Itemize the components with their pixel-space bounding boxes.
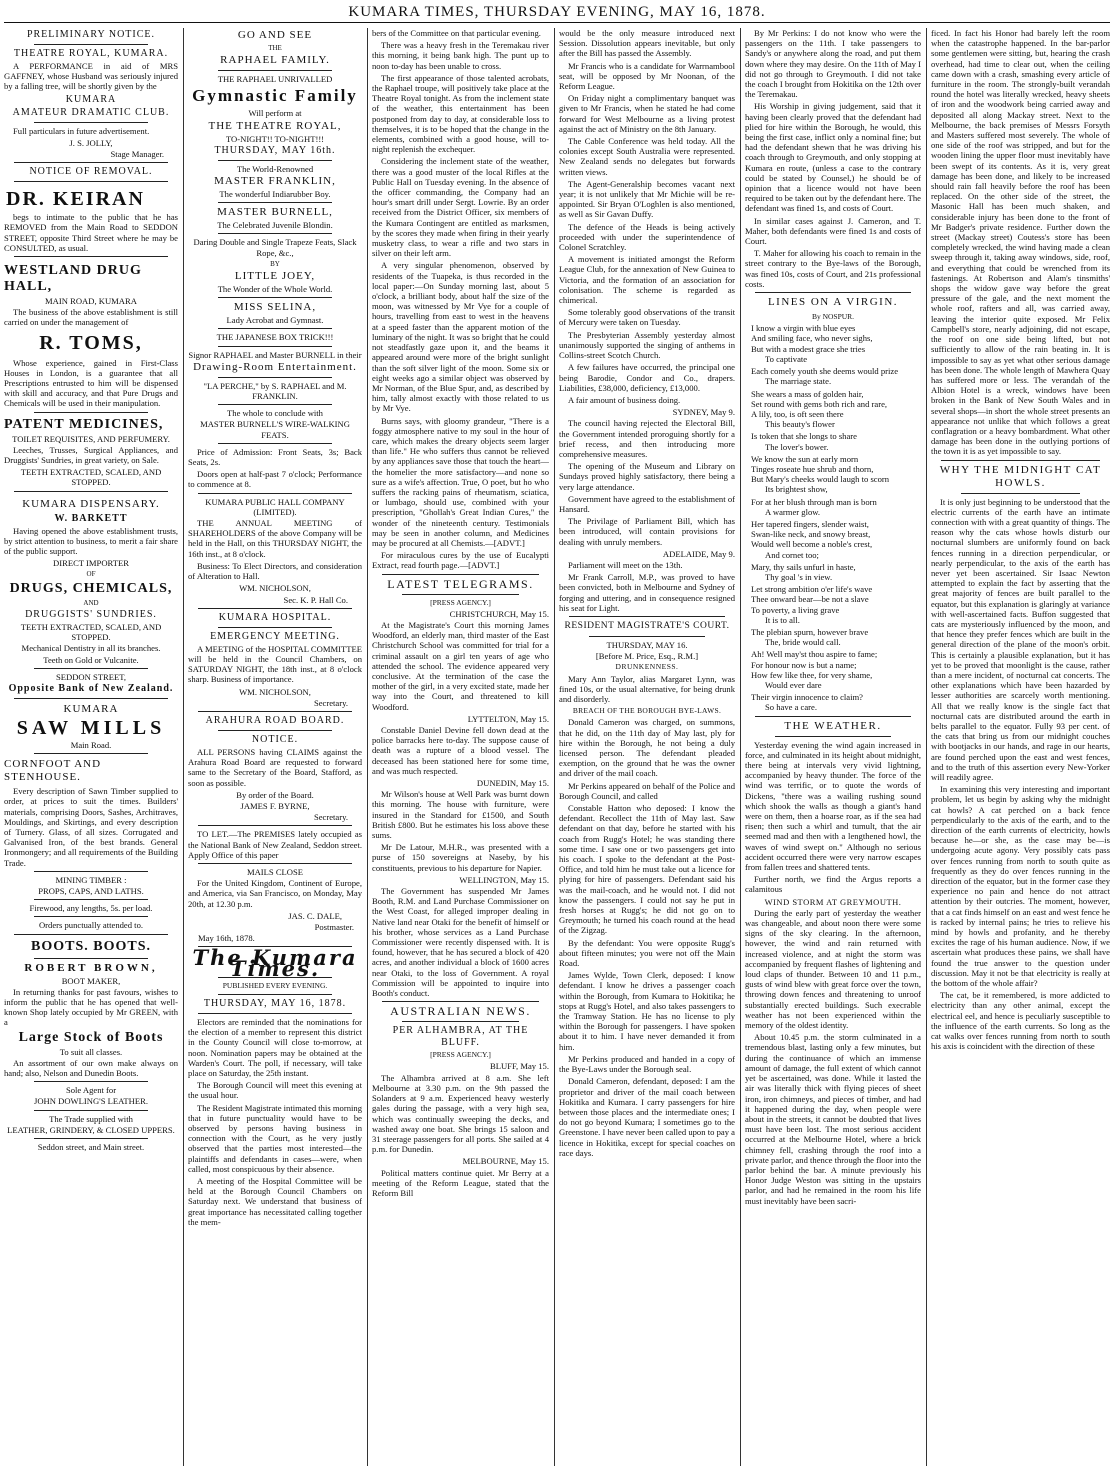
divider: [382, 1001, 539, 1002]
ad-line: Main Road.: [70, 739, 112, 750]
poem-line: I know a virgin with blue eyes: [751, 323, 856, 334]
divider: [198, 608, 352, 609]
ad-line: Mechanical Dentistry in all its branches.: [21, 643, 161, 654]
poem-line: How few like thee, for very shame,: [751, 669, 873, 680]
divider: [34, 122, 148, 123]
ad-line: DRUGGISTS' SUNDRIES.: [25, 608, 157, 620]
ad-heading: PRELIMINARY NOTICE.: [26, 29, 156, 40]
ad-line: Teeth on Gold or Vulcanite.: [43, 654, 139, 665]
divider: [34, 871, 148, 872]
divider: [218, 346, 332, 347]
divider: [218, 730, 332, 731]
ad-text: Doors open at half-past 7 o'clock; Performance to commence at 8.: [188, 469, 362, 490]
poem: [745, 323, 921, 712]
date-line: May 16th, 1878.: [198, 933, 255, 944]
ad-line: DIRECT IMPORTER: [53, 558, 129, 569]
signature: WM. NICHOLSON,: [239, 686, 311, 697]
ad-text: THE ANNUAL MEETING of SHAREHOLDERS of the above Company will be held in the Hall, on this THURSDAY NIGHT, the 16th inst., at 8 o'clock.: [188, 518, 362, 559]
ad-text: Business: To Elect Directors, and consideration of Alteration to Hall.: [188, 560, 362, 582]
section-heading: LATEST TELEGRAMS.: [387, 576, 534, 591]
ad-title: PATENT MEDICINES,: [4, 416, 164, 432]
divider: [218, 328, 332, 329]
column-1: [4, 28, 178, 1464]
ad-text: Having opened the above establishment trusts, by strict attention to business, to merit a fair share of the public support.: [4, 525, 178, 557]
sub-heading: [Before M. Price, Esq., R.M.]: [595, 651, 699, 662]
news-paragraph: Mr Frank Carroll, M.P., was proved to have been convicted, both in Melbourne and Sydney of forging and uttering, and in consequence resigned his seat for Light.: [559, 572, 735, 613]
ad-title: MASTER FRANKLIN,: [214, 175, 336, 188]
divider: [218, 404, 332, 405]
paper-date: THURSDAY, MAY 16, 1878.: [203, 997, 347, 1009]
ad-line: AMATEUR DRAMATIC CLUB.: [12, 106, 170, 118]
poem-line: But with a modest grace she tries: [751, 343, 866, 354]
poem-line: Each comely youth she deems would prize: [751, 366, 899, 377]
divider: [961, 493, 1080, 494]
ad-line: OF: [86, 570, 96, 579]
divider: [218, 627, 332, 628]
poem-line: It is to all.: [765, 614, 800, 625]
news-paragraph: His Worship in giving judgement, said that it having been clearly proved that the defendant had plied for hire within the Borough, he would, this being the first case, inflict only a nominal fine; but had the defendant shewn that he was driving his coach through to Greymouth, and only stopping at Kumara en route, (unless a case to the contrary could be stated by Counsel,) he should be of opinion that a licence would not have been required to be taken out by the defendant here. The defendant was fined 1s, and costs of Court.: [745, 101, 921, 214]
poem-line: Thy goal 's in view.: [765, 571, 833, 582]
ad-line: GO AND SEE: [237, 29, 313, 41]
divider: [218, 443, 332, 444]
divider: [14, 491, 168, 492]
news-paragraph: During the early part of yesterday the weather was changeable, and about noon there were some signs of the sky clearing. In the afternoon, however, the wind and rain returned with increased violence, and at night the storm was accompanied by frequent flashes of lightening and loud claps of thunder. Between 10 and 11 p.m., gusts of wind blew with great force over the town, throwing down fences and threatening to unroof substantially erected buildings. Such execrable weather has not been experienced within the memory of the oldest identity.: [745, 907, 921, 1031]
ad-line: THE JAPANESE BOX TRICK!!!: [216, 332, 334, 343]
ad-line: SEDDON STREET,: [55, 671, 127, 682]
masthead-rule: [4, 22, 1110, 23]
dateline: THURSDAY, MAY 16.: [606, 639, 688, 650]
ad-text: Full particulars in future advertisement.: [13, 125, 150, 136]
dateline: MELBOURNE, May 15.: [462, 1156, 549, 1167]
sub-heading: WIND STORM AT GREYMOUTH.: [764, 896, 902, 907]
ad-line: MASTER BURNELL'S WIRE-WALKING FEATS.: [200, 419, 350, 440]
poem-line: Her tapered fingers, slender waist,: [751, 518, 869, 529]
news-paragraph: On Friday night a complimentary banquet was given to Mr Francis, when he stated he had come forward for West Melbourne as a living protest against the act of Ministry on the 8th January.: [559, 93, 735, 134]
signature: J. S. JOLLY,: [69, 137, 113, 148]
divider: [775, 736, 891, 737]
sub-heading: DRUNKENNESS.: [615, 662, 679, 672]
ad-line: BY: [270, 259, 280, 268]
ad-line: PROPS, CAPS, AND LATHS.: [38, 885, 144, 896]
section-heading: LINES ON A VIRGIN.: [767, 296, 899, 309]
ad-line: Firewood, any lengths, 5s. per load.: [29, 903, 153, 914]
poem-line: But Mary's cheeks would laugh to scorn: [751, 474, 890, 485]
news-paragraph: For miraculous cures by the use of Eucalypti Extract, read fourth page.—[ADVT.]: [372, 550, 549, 571]
ad-text: Price of Admission: Front Seats, 3s; Back Seats, 2s.: [188, 446, 362, 468]
paper-subtitle: PUBLISHED EVERY EVENING.: [222, 980, 328, 990]
column-rule: [740, 28, 741, 1466]
ad-title: ROBERT BROWN,: [24, 961, 158, 974]
news-paragraph: The Borough Council will meet this evening at the usual hour.: [188, 1080, 362, 1101]
news-paragraph: Donald Cameron was charged, on summons, that he did, on the 11th day of May last, ply for hire within the Borough, he not being a duly licensed person. The defendant pleaded exemption, on the ground that he was the owner and driver of the mail coach.: [559, 717, 735, 779]
ad-line: AND: [83, 598, 99, 607]
news-paragraph: The Presbyterian Assembly yesterday almost unanimously supported the singing of anthems in Collins-street Scotch Church.: [559, 329, 735, 361]
news-paragraph: Considering the inclement state of the weather, there was a good muster of the local Rifles at the Public Hall on Tuesday evening. In the absence of the officer commanding, the Company had an hour's smart drill under Sergt. Lowrie. By an order received from the District Officer, six members of the Kumara Contingent are entitled as marksmen, by the scores they made when firing in their yearly musketry class, to wear a rifle and two stars in silver on their left arm.: [372, 156, 549, 259]
divider: [941, 460, 1100, 461]
divider: [198, 825, 352, 826]
poem-line: Its brightest show,: [765, 484, 828, 495]
news-paragraph: The council having rejected the Electoral Bill, the Government intended proroguing shortly for a brief recess, and then introducing more comprehensive measures.: [559, 418, 735, 459]
poem-line: Would well become a noble's crest,: [751, 539, 873, 550]
paper-title: The Kumara Times.: [192, 945, 358, 981]
news-paragraph: The Government has suspended Mr James Booth, R.M. and Land Purchase Commissioner on the West Coast, for alleged improper dealing in Native land near Otaki for the benefit of himself or his brother, whose services as a Land Purchase Commissioner were recently dispensed with. It is found, however, that he has secured a block of 420 acres, and another individual a block of 1600 acres near Otaki, to the loss of Government. A royal Commission will be appointed to inquire into Booth's conduct.: [372, 886, 549, 999]
news-paragraph: The Cable Conference was held today. All the colonies except South Australia were represented. New Zealand sends no delegates but forwards written views.: [559, 136, 735, 177]
divider: [402, 1021, 519, 1022]
poem-line: So have a care.: [765, 702, 818, 713]
divider: [218, 70, 332, 71]
ad-line: Sole Agent for: [65, 1085, 117, 1096]
ad-text: Leeches, Trusses, Surgical Appliances, and Druggists' Sundries, in great variety, on Sale.: [4, 444, 178, 466]
dateline: DUNEDIN, May 15.: [476, 778, 549, 789]
dateline: BLUFF, May 15.: [490, 1061, 549, 1072]
column-4: [559, 28, 735, 1464]
poem-line: The lover's bower.: [765, 441, 829, 452]
poem-line: A warmer glow.: [765, 506, 821, 517]
divider: [198, 1013, 352, 1014]
divider: [218, 297, 332, 298]
ad-line: Opposite Bank of New Zealand.: [8, 682, 174, 694]
ad-text: Whose experience, gained in First-Class Houses in London, is a guarantee that all Prescriptions entrusted to him will be dispensed with skill and accuracy, and that Pure Drugs and Chemicals will be used in their manipulation.: [4, 357, 178, 409]
ad-title: MASTER BURNELL,: [217, 206, 333, 219]
divider: [382, 574, 539, 575]
news-paragraph: ficed. In fact his Honor had barely left the room when the catastrophe happened. In the bar-parlor some gentlemen were sitting, but, hearing the crash overhead, had time to clear out, when the ceiling came down with a crash, smashing every article of furniture in the room. The strongly-built verandah round the hotel was literally wrecked, heavy sheets of iron and the woodwork being carried away and deposited all along Mackay street. Next to the Melbourne, the back premises of Messrs Forsyth and Masters suffered most severely. The whole of one side of the roof was stripped, and but for the wooden lining the upper floor must inevitably have been swept of its contents. As it is, very great damage has been done, and likely to be increased should rain fall heavily before the roof has been replaced. On the other side of the street, the Masonic Hall has been much shaken, and considerable injury has been done to the front of Mr Badger's private residence. Further down the street (Mackay street) Coutess's store has been completely wrecked, the wind having made a clean sweep through it, taking away windows, side, roof, and everything that could be wrenched from its fastenings. At Robertson and Alam's tinsmiths' shops the widow gave way before the great pressure of the gale, and the next moment the whole roof, rafters and all, was carried away, leaving the interior quite exposed. Mr Felix Campbell's store, nearly adjoining, did not escape, the roof on one side being lifted, but not sufficiently to allow of the rain beating in. It is impossible to say as yet what other serious damage has been done. The whole length of Mawhera Quay has suffered more or less. The verandah of the Albion Hotel is a wreck, windows have been broken in the Bank of New South Wales and in several shops—in short the whole street presents an appearance not unlike that which follows a great conflagration or a heavy bombardment. What other damage has been done in the outlying portions of the town it is as yet impossible to say.: [931, 28, 1110, 457]
dateline: WELLINGTON, May 15.: [459, 874, 549, 885]
ad-line: KUMARA: [65, 93, 117, 105]
news-paragraph: By the defendant: You were opposite Rugg's about fifteen minutes; you were not off the Main Road.: [559, 937, 735, 969]
divider: [34, 753, 148, 754]
news-paragraph: A fair amount of business doing.: [568, 394, 681, 405]
signature-title: Stage Manager.: [110, 149, 164, 160]
ad-text: For the United Kingdom, Continent of Europe, and America, via San Francisco, on Monday, May 20th, at 12.30 p.m.: [188, 878, 362, 909]
divider: [34, 1138, 148, 1139]
ad-title: RAPHAEL FAMILY.: [220, 54, 330, 67]
ad-heading: MAILS CLOSE: [246, 866, 304, 877]
divider: [34, 668, 148, 669]
ad-line: LEATHER, GRINDERY, & CLOSED UPPERS.: [7, 1124, 175, 1135]
ad-heading: ARAHURA ROAD BOARD.: [205, 714, 345, 726]
news-paragraph: Electors are reminded that the nominations for the election of a member to represent this district in the County Council will close to-morrow, at noon. Nomination papers may be obtained at the Warden's Court. The poll, if necessary, will take place on Saturday, the 25th instant.: [188, 1016, 362, 1078]
poem-line: Set round with gems both rich and rare,: [751, 398, 888, 409]
poem-line: To captivate: [765, 353, 808, 364]
news-paragraph: T. Maher for allowing his coach to remain in the street contrary to the Bye-laws of the Borough, was fined 10s, costs of Court, and 21s professional costs.: [745, 248, 921, 289]
divider: [14, 256, 168, 257]
signature: JAMES F. BYRNE,: [240, 800, 310, 811]
divider: [755, 292, 911, 293]
column-3: [372, 28, 549, 1464]
ad-line: Daring Double and Single Trapeze Feats, Slack Rope, &c.,: [193, 237, 357, 258]
news-paragraph: Constable Hatton who deposed: I know the defendant. Recollect the 11th of May last. Saw defendant on that day, before he started with his coach from Rugg's Hotel; he was standing there some time. I saw one or two passengers get into his coach. I spoke to the defendant at the Post-Office, and told him he must take out a licence for plying for hire of passengers. Defendant said his was the mail-coach, and he would not. I did not know the passengers. I could not say he put in fresh horses at Rugg's; he did not go on to Greymouth; he turned his coach round at the head of the Zigzag.: [559, 803, 735, 936]
news-paragraph: Mr Perkins appeared on behalf of the Police and Borough Council, and called: [559, 780, 735, 801]
ad-line: The World-Renowned: [236, 163, 314, 174]
poem-line: Thee onward bear—be not a slave: [751, 594, 869, 605]
ad-text: In returning thanks for past favours, wishes to inform the public that he has opened that well-known Shop lately occupied by Mr GREEN, with a: [4, 986, 178, 1028]
news-paragraph: It is only just beginning to be understood that the electric currents of the earth have an intimate connection with with a great quantity of things. The reason why the cats whose howls disturb our nocturnal slumbers are uniformly found on back fences running in a direction perpendicular, or nearly perpendicular, to the axis of the earth has never yet been ascertained. Sir Isaac Newton attempted to explain the fact by asserting that the great majority of fences are built parallel to the equator, but this explanation is glaringly at variance with well-ascertained facts. Buffon suggested that cats are mysteriously influenced by the moon, and that hence they prefer fences which are built in the general direction of the plane of the moon's orbit. This is certainly a plausible explanation, but it has yet to be proved that moonlight is the cause, rather than a mere incident, of nocturnal cat concerts. The other explanations which have been hazarded by lesser authorities are scarcely worth mentioning. All that we really know is the single fact that nocturnal cats are distributed around the earth in belts parallel to the equator. Fully 93 per cent. of the cats that bring us from our midnight couches with bootjacks in our hands, and rage in our hearts, are found perched upon the east and west fences, and to the truth of this assertion every New-Yorker will readily agree.: [931, 496, 1110, 783]
poem-line: Swan-like neck, and snowy breast,: [751, 529, 871, 540]
ad-line: MINING TIMBER :: [55, 874, 127, 885]
news-paragraph: The first appearance of those talented acrobats, the Raphael troupe, will positively take place at the Theatre Royal tonight. As from the inclement state of the weather, this entertainment has been postponed from day to day, at considerable loss to themselves, it is to be hoped that the change in the elements, combined with a good house, will to-night replenish the exchequer.: [372, 72, 549, 155]
poem-line: She wears a mass of golden hair,: [751, 388, 864, 399]
divider: [402, 594, 519, 595]
ad-title: KUMARA DISPENSARY.: [22, 497, 160, 510]
sub-heading: BREACH OF THE BOROUGH BYE-LAWS.: [572, 706, 722, 716]
signature-title: Secretary.: [313, 697, 348, 708]
ad-line: The Wonder of the Whole World.: [217, 284, 333, 295]
signature-title: Secretary.: [313, 812, 348, 823]
ad-heading: EMERGENCY MEETING.: [210, 630, 340, 642]
divider: [34, 899, 148, 900]
ad-title: R. TOMS,: [39, 331, 143, 354]
ad-line: BOOT MAKER,: [61, 975, 121, 986]
poem-line: The marriage state.: [765, 376, 832, 387]
ad-line: THURSDAY, MAY 16th.: [214, 144, 336, 156]
news-paragraph: Government have agreed to the establishment of Hansard.: [559, 493, 735, 514]
ad-line: TEETH EXTRACTED, SCALED, AND STOPPED.: [20, 621, 162, 643]
press-agency: [PRESS AGENCY.]: [430, 1050, 491, 1060]
section-heading: WHY THE MIDNIGHT CAT HOWLS.: [939, 463, 1102, 489]
poem-line: Ah! Well may'st thou aspire to fame;: [751, 649, 878, 660]
column-rule: [367, 28, 368, 1466]
ad-line: THE RAPHAEL UNRIVALLED: [217, 74, 333, 85]
divider: [34, 1081, 148, 1082]
column-5: [745, 28, 921, 1464]
ad-heading: THEATRE ROYAL, KUMARA.: [13, 48, 169, 59]
news-paragraph: The cat, be it remembered, is more addicted to electricity than any other animal, except the electrical eel, and hence is peculiarly susceptible to the influence of the earth currents. So long as the cat walks over fences running from north to south his axis is coincident with the direction of these: [931, 990, 1110, 1052]
poem-line: For honour now is but a name;: [751, 659, 857, 670]
poem-line: Tinges roseate hue shrub and thorn,: [751, 463, 874, 474]
divider: [34, 958, 148, 959]
ad-line: KUMARA: [63, 702, 119, 715]
divider: [218, 994, 332, 995]
column-rule: [926, 28, 927, 1466]
news-paragraph: Constable Daniel Devine fell down dead at the police barracks here to-day. The suppose cause of death was a rupture of a blood vessel. The deceased has been stationed here for some time, and was much respected.: [372, 725, 549, 776]
poem-line: The, bride would call.: [765, 637, 841, 648]
ad-title: MISS SELINA,: [233, 301, 317, 314]
ad-line: The wonderful Indiarubber Boy.: [219, 189, 331, 200]
divider: [755, 716, 911, 717]
news-paragraph: Donald Cameron, defendant, deposed: I am the proprietor and driver of the mail coach between Hokitika and Kumara. I carry passengers for hire between those places and the intermediate ones; I do not go beyond Kumara; I sometimes go to the Greenstone. I have never been called upon to pay a licence in Hokitika, except for special coaches on race days.: [559, 1076, 735, 1158]
dateline: CHRISTCHURCH, May 15.: [449, 608, 549, 619]
news-paragraph: The Privilage of Parliament Bill, which has been introduced, will contain provisions for dealing with unruly members.: [559, 516, 735, 547]
ad-text: A MEETING of the HOSPITAL COMMITTEE will be held in the Council Chambers, on SATURDAY NIGHT, the 18th inst., at 8 o'clock sharp. Business of importance.: [188, 643, 362, 685]
news-paragraph: About 10.45 p.m. the storm culminated in a tremendous blast, lasting only a few minutes, but during the continuance of which an immense amount of damage, the full extent of which cannot yet be ascertained, was done. While it lasted the air was literally thick with flying pieces of sheet iron, iron chimneys, and pieces of timber, and had it happened during the day, when people were about in the streets, it cannot be doubted that lives must have been lost. The most serious accident occurred at the Melbourne Hotel, where a brick chimney fell, crashing through the roof into a private parlor, and thence through the floor into the parlor behind the bar. A minute previously his Honor Judge Weston was sitting in the upstairs parlor, and had he remained in the room his life must inevitably have been sacri-: [745, 1032, 921, 1206]
column-rule: [554, 28, 555, 1466]
poem-line: To poverty, a living grave: [751, 604, 840, 615]
divider: [589, 636, 705, 637]
section-heading: AUSTRALIAN NEWS.: [390, 1004, 531, 1019]
news-paragraph: Further north, we find the Argus reports a calamitous: [745, 874, 921, 895]
ad-title: DR. KEIRAN: [6, 188, 145, 211]
ad-heading: NOTICE.: [251, 733, 299, 745]
poem-line: Mary, thy sails unfurl in haste,: [751, 561, 856, 572]
poem-line: We know the sun at early morn: [751, 453, 859, 464]
divider: [218, 377, 332, 378]
signature: WM. NICHOLSON,: [239, 583, 311, 594]
divider: [14, 162, 168, 163]
ad-line: THE: [268, 44, 282, 52]
ad-title: WESTLAND DRUG HALL,: [4, 263, 142, 295]
news-paragraph: Yesterday evening the wind again increased in force, and culminated in its height about midnight, there being at intervals very vivid lightning, accompanied by heavy thunder. The force of the wind was terrific, or to quote the words of Dickens, "there was a wailing rushing sound which shook the walls as though a giant's hand were on them, then a hoarse roar, as if the sea had risen; then such a whirl and tumult, that the air seemed mad and then with a lengthened howl, the waves of wind swept on." Although no serious accident occurred there were very narrow escapes from fallen trees and shattered tents.: [745, 739, 921, 873]
ad-line: TOILET REQUISITES, AND PERFUMERY.: [12, 433, 170, 444]
news-paragraph: Parliament will meet on the 13th.: [568, 559, 683, 570]
press-agency: [PRESS AGENCY.]: [430, 597, 491, 607]
divider: [218, 160, 332, 161]
poem-line: And smiling face, who never sighs,: [751, 333, 873, 344]
ad-text: TO LET.—The PREMISES lately occupied as the National Bank of New Zealand, Seddon street. Apply Office of this paper: [188, 829, 362, 860]
news-paragraph: The opening of the Museum and Library on Sundays proved highly satisfactory, there being a very large attendance.: [559, 461, 735, 492]
news-paragraph: The Alhambra arrived at 8 a.m. She left Melbourne at 3.30 p.m. on the 9th passed the Solanders at 9 a.m. Experienced heavy westerly gales during the passage, with a very high sea, which was continually sweeping the decks, and washed away one boat. She brings 15 saloon and 31 steerage passengers for all ports. She sailed at 4 p.m. for Dunedin.: [372, 1072, 549, 1155]
divider: [218, 233, 332, 234]
news-paragraph: A movement is initiated amongst the Reform League Club, for the annexation of New Guinea to Victoria, and the formation of an association for colonisation. The scheme is regarded as chimerical.: [559, 254, 735, 306]
signature: JAS. C. DALE,: [288, 910, 342, 921]
divider: [34, 916, 148, 917]
ad-text: begs to intimate to the public that he has REMOVED from the Main Road to SEDDON STREET, opposite Third Street where he may be CONSULTED, as usual.: [4, 212, 178, 253]
ad-title: Drawing-Room Entertainment.: [193, 360, 357, 373]
news-paragraph: At the Magistrate's Court this morning James Woodford, an elderly man, third master of the East Christchurch School was committed for trial for a criminal assault on a girl ten years of age who attended the school. The evidence appeared very conclusive. At the termination of the case the mother of the girl, in a very excited state, made her way into the Court, and threatened to kill Woodford.: [372, 619, 549, 712]
poem-line: Their virgin innocence to claim?: [751, 692, 863, 703]
ad-line: The Celebrated Juvenile Blondin.: [217, 220, 333, 231]
ad-text: Every description of Sawn Timber supplied to order, at prices to suit the times. Builders' materials, comprising Doors, Sashes, Architraves, Mouldings, and Skirtings, and every description of Turnery. Glass, of all sizes. Corrugated and Galvanised Iron, of the best brands. General Ironmongery; and all requirements of the Building Trade.: [4, 786, 178, 868]
section-heading: RESIDENT MAGISTRATE'S COURT.: [564, 620, 730, 631]
news-paragraph: Political matters continue quiet. Mr Berry at a meeting of the Reform League, stated that the Reform Bill: [372, 1167, 549, 1198]
column-6: [931, 28, 1110, 1464]
ad-text: An assortment of our own make always on hand; also, Nelson and Dunedin Boots.: [4, 1057, 178, 1078]
ad-line: TO-NIGHT!! TO-NIGHT!!!: [225, 133, 325, 144]
ad-title: CORNFOOT AND STENHOUSE.: [4, 758, 102, 784]
dateline: ADELAIDE, May 9.: [662, 548, 735, 559]
divider: [34, 1110, 148, 1111]
poem-line: Would ever dare: [765, 679, 822, 690]
divider: [198, 711, 352, 712]
poem-line: Let strong ambition o'er life's wave: [751, 584, 873, 595]
news-paragraph: Mary Ann Taylor, alias Margaret Lynn, was fined 10s, or the usual alternative, for being drunk and disorderly.: [559, 673, 735, 704]
section-heading: THE WEATHER.: [784, 719, 882, 732]
news-paragraph: There was a heavy fresh in the Teremakau river this morning, it being bank high. The punt up to noon to-day has been unable to cross.: [372, 40, 549, 71]
divider: [14, 698, 168, 699]
news-paragraph: Mr Francis who is a candidate for Warrnambool seat, will be opposed by Mr Noonan, of the Reform League.: [559, 60, 735, 92]
column-2: [188, 28, 362, 1464]
news-paragraph: Burns says, with gloomy grandeur, "There is a foggy atmosphere native to my soul in the hour of care, which makes the dreary objects seem larger than life." He who suffers thus cannot be relieved by any appliances save those that touch the heart—the homelier the more satisfactory—and none so sure as a wife's affection. True, O poet, but ho who suffers the racking pains of rheumatism, sciatica, or lumbago, should use, combined with your prescription, "Ghollah's Great Indian Cures," the wonder of the nineteenth century. Testimonials may be seen in another column, and Medicines may be procured at all Chemists.—[ADVT.]: [372, 415, 549, 548]
news-paragraph: Mr De Latour, M.H.R., was presented with a purse of 150 sovereigns at Naseby, by his constituents, previous to his departure for Napier.: [372, 842, 549, 873]
ad-line: TEETH EXTRACTED, SCALED, AND STOPPED.: [20, 467, 162, 488]
ad-title: Gymnastic Family: [192, 86, 358, 106]
ad-line: Signor RAPHAEL and Master BURNELL in their: [188, 349, 362, 360]
news-paragraph: James Wylde, Town Clerk, deposed: I know defendant. I know he drives a passenger coach within the Borough, from Kumara to Hokitika; he stops at Rugg's Hotel, and also takes passengers to the Tramway Station. He has no license to ply within the Borough for passengers. I have spoken about it to him. I have never demanded it from him.: [559, 970, 735, 1052]
news-paragraph: A meeting of the Hospital Committee will be held at the Borough Council Chambers on Saturday next. We understand that business of great importance has necessitated calling together the mem-: [188, 1176, 362, 1227]
news-paragraph: The Agent-Generalship becomes vacant next year; it is not unlikely that Mr Michie will be re-appointed. Sir Bryan O'Loghlen is also mentioned, as well as Sir Gavan Duffy.: [559, 178, 735, 220]
ad-heading: KUMARA HOSPITAL.: [218, 611, 332, 623]
divider: [218, 202, 332, 203]
news-paragraph: In examining this very interesting and important problem, let us begin by asking why the midnight cat howls? A cat perched on a back fence perpendicularly to the axis of the earth, and to the direction of the earth currents of electricity, howls because he—or she, as the case may be—is undergoing acute agony. Very possibly cats pass over fences running from north to south quite as frequently as they do over fences running in the direction of the equator, but in the former case they experience no pain and hence do not attract attention by their outcries. The moment, however, that a cat finds himself on an east and west fence he is racked by internal pains; he tries to relieve his mind by howls and profanity, and he thereby excites the rage of his human audience. Now, if we ascertain what produces these pains, we shall have found the true answer to the question under discussion. May it not be that electricity is really at the bottom of the whole affair?: [931, 784, 1110, 989]
masthead: KUMARA TIMES, THURSDAY EVENING, MAY 16, 1878.: [348, 4, 766, 20]
signature-title: Sec. K. P. Hall Co.: [283, 594, 348, 605]
poem-line: And cornet too;: [765, 549, 819, 560]
ad-line: JOHN DOWLING'S LEATHER.: [34, 1096, 148, 1107]
divider: [569, 616, 725, 617]
ad-line: W. BARKETT: [54, 512, 128, 524]
ad-text: The business of the above establishment is still carried on under the management of: [4, 307, 178, 328]
dateline: SYDNEY, May 9.: [672, 407, 735, 418]
dateline: LYTTELTON, May 15.: [467, 713, 549, 724]
poem-line: This beauty's flower: [765, 419, 835, 430]
ad-text: ALL PERSONS having CLAIMS against the Arahura Road Board are requested to forward same to the Secretary of the Board, Stafford, as soon as possible.: [188, 746, 362, 788]
ad-heading: KUMARA PUBLIC HALL COMPANY (LIMITED).: [205, 496, 345, 517]
poem-line: For at her blush through man is born: [751, 496, 877, 507]
divider: [14, 181, 168, 182]
news-paragraph: The defence of the Heads is being actively proceeded with under the superintendence of Colonel Scratchley.: [559, 221, 735, 253]
ad-line: To suit all classes.: [59, 1046, 123, 1057]
divider: [34, 412, 148, 413]
divider: [198, 493, 352, 494]
ad-line: Will perform at: [248, 108, 302, 119]
ad-line: Orders punctually attended to.: [38, 920, 144, 931]
news-paragraph: Mr Perkins produced and handed in a copy of the Bye-Laws under the Borough seal.: [559, 1053, 735, 1075]
signature-title: Postmaster.: [314, 921, 354, 932]
news-paragraph: would be the only measure introduced next Session. Dissolution appears inevitable, but only after the Bill has passed the Assembly.: [559, 28, 735, 59]
news-paragraph: The Resident Magistrate intimated this morning that in future punctuality would have to be observed by persons having business in connection with the Court, as he very justly observed that the parties most interested—the plaintiffs and defendants in cases—were, when called, most conspicuous by their absence.: [188, 1102, 362, 1174]
ad-line: "LA PERCHE," by S. RAPHAEL and M. FRANKLIN.: [203, 380, 347, 402]
ad-line: By order of the Board.: [236, 789, 314, 800]
ad-line: Seddon street, and Main street.: [37, 1141, 145, 1152]
byline: By NOSPUR.: [811, 312, 855, 322]
news-paragraph: By Mr Perkins: I do not know who were the passengers on the 11th. I take passengers to Sandy's or anywhere along the road, and put them down where they may desire. On the 11th of May I did not go through to Greymouth. I did not take the coach I brought from Hokitika on the 12th over the Teremakau.: [745, 28, 921, 100]
ad-line: The Trade supplied with: [49, 1113, 133, 1124]
ad-heading: NOTICE OF REMOVAL.: [29, 166, 153, 178]
poem-line: The plebian spurn, however brave: [751, 626, 869, 637]
ad-title: BOOTS. BOOTS.: [31, 938, 151, 954]
news-paragraph: A very singular phenomenon, observed by residents of the Tuapeka, is thus recorded in the local paper:—On Sunday morning last, about 5 o'clock, a brilliant body, about half the size of the moon, was witnessed by Mr Vye for a couple of hours, travelling from east to west in the heavens at a speed faster than the apparent motion of the luminary of the night. It was so bright that he could not steadfastly gaze upon it, and the beams it appeared around were more of the bright sunlight than the soft silver light of the moon. Some six or eight weeks ago a similar object was observed by Mr Norman, of the Blue Spur, and, as described by him, tally almost exactly with those related to us by Mr Vye.: [372, 260, 549, 414]
ad-line: The whole to conclude with: [227, 408, 323, 419]
ad-text: A PERFORMANCE in aid of MRS GAFFNEY, whose Husband was seriously injured by a falling tree, will be shortly given by the: [4, 61, 178, 92]
sub-heading: PER ALHAMBRA, AT THE BLUFF.: [392, 1025, 529, 1049]
news-paragraph: Mr Wilson's house at Well Park was burnt down this morning. The house with furniture, were insured in the Standard for £1500, and South British £800. But he estimates his loss above these sums.: [372, 789, 549, 841]
ad-line: THE THEATRE ROYAL,: [208, 119, 342, 132]
divider: [198, 863, 352, 864]
news-paragraph: A few failures have occurred, the principal one being Barodie, Condor and Co., drapers. Liabilities, £38,000, deficiency, £13,000.: [559, 362, 735, 393]
poem-line: Is token that she longs to share: [751, 431, 857, 442]
ad-title: DRUGS, CHEMICALS,: [9, 580, 173, 596]
ad-title: Large Stock of Boots: [18, 1029, 164, 1045]
news-paragraph: In similar cases against J. Cameron, and T. Maher, both defendants were fined 1s and costs of Court.: [745, 215, 921, 247]
ad-title: LITTLE JOEY,: [234, 270, 316, 283]
divider: [14, 934, 168, 935]
news-paragraph: bers of the Committee on that particular evening.: [372, 28, 541, 38]
divider: [34, 44, 148, 45]
ad-line: Lady Acrobat and Gymnast.: [226, 315, 324, 326]
column-rule: [183, 28, 184, 1466]
ad-title: SAW MILLS: [16, 716, 166, 739]
ad-line: MAIN ROAD, KUMARA: [45, 296, 137, 307]
poem-line: A lily, too, is oft seen there: [751, 408, 844, 419]
news-paragraph: Some tolerably good observations of the transit of Mercury were taken on Tuesday.: [559, 307, 735, 328]
